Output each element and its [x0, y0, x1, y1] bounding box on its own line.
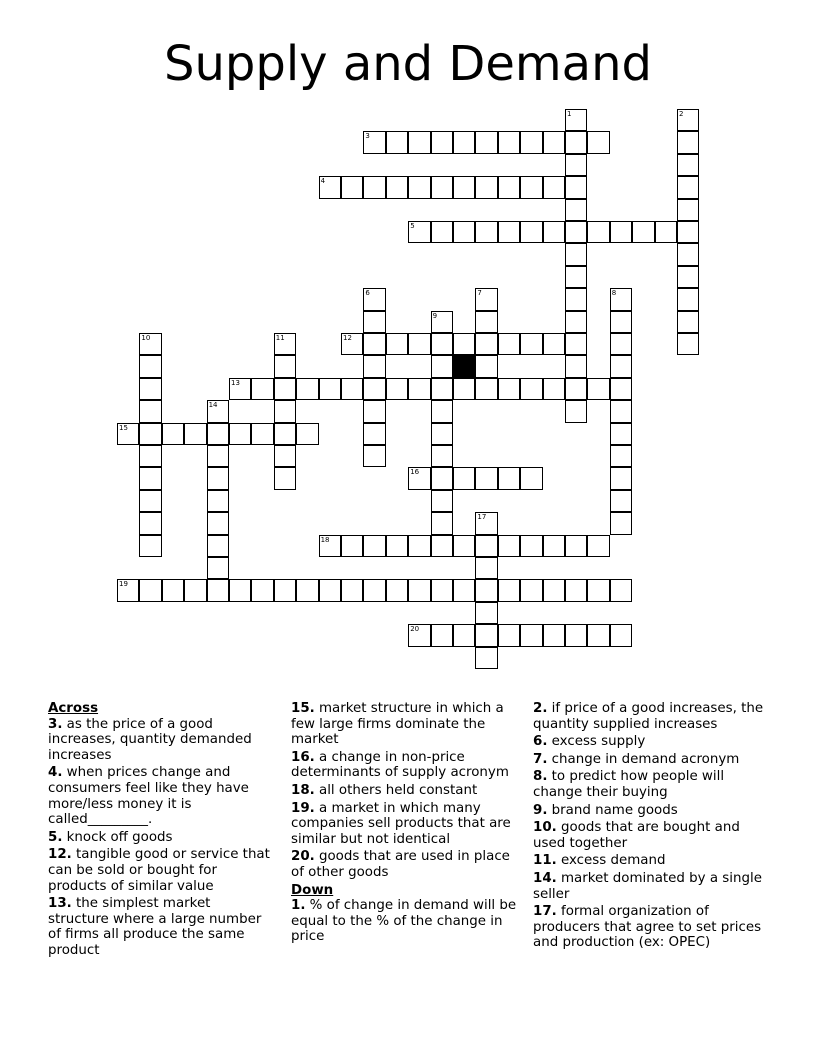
clue-text: change in demand acronym: [547, 751, 740, 767]
crossword-cell[interactable]: [386, 131, 408, 153]
crossword-cell[interactable]: [319, 176, 341, 198]
crossword-cell[interactable]: [475, 176, 497, 198]
crossword-cell[interactable]: [565, 243, 587, 265]
clue-number: 11.: [533, 853, 557, 869]
crossword-cell[interactable]: [363, 355, 385, 377]
crossword-cell[interactable]: [543, 131, 565, 153]
crossword-cell[interactable]: [610, 311, 632, 333]
crossword-cell[interactable]: [565, 311, 587, 333]
crossword-cell[interactable]: [296, 378, 318, 400]
clue-number: 4.: [48, 765, 63, 781]
crossword-cell[interactable]: [565, 355, 587, 377]
cell-number: 19: [119, 580, 128, 589]
cell-number: 17: [477, 513, 487, 522]
crossword-cell[interactable]: [274, 423, 296, 445]
crossword-cell[interactable]: [565, 199, 587, 221]
across-heading: Across: [48, 701, 99, 716]
crossword-cell[interactable]: [543, 624, 565, 646]
clue-text: brand name goods: [547, 802, 678, 818]
clue-number: 6.: [533, 734, 548, 750]
crossword-cell[interactable]: [453, 221, 475, 243]
clue-number: 2.: [533, 701, 548, 716]
crossword-cell[interactable]: [139, 512, 161, 534]
clue-text: goods that are used in place of other goods: [291, 849, 510, 880]
crossword-cell[interactable]: [498, 333, 520, 355]
crossword-cell[interactable]: [139, 445, 161, 467]
crossword-cell[interactable]: [610, 400, 632, 422]
down-clue-list: [291, 898, 521, 945]
crossword-cell[interactable]: [543, 579, 565, 601]
crossword-cell[interactable]: [363, 288, 385, 310]
crossword-cell[interactable]: [520, 624, 542, 646]
crossword-cell[interactable]: [207, 423, 229, 445]
crossword-cell[interactable]: [520, 221, 542, 243]
crossword-cell[interactable]: [475, 333, 497, 355]
cell-number: 15: [119, 423, 128, 432]
clue-number: 8.: [533, 769, 548, 785]
crossword-cell[interactable]: [475, 467, 497, 489]
crossword-cell[interactable]: [453, 131, 475, 153]
crossword-cell[interactable]: [139, 423, 161, 445]
crossword-cell[interactable]: [363, 333, 385, 355]
clue-number: 20.: [291, 849, 315, 865]
crossword-cell[interactable]: [565, 176, 587, 198]
crossword-cell[interactable]: [431, 423, 453, 445]
crossword-cell[interactable]: [610, 490, 632, 512]
crossword-cell[interactable]: [139, 579, 161, 601]
clue: [48, 830, 273, 846]
cell-number: 16: [410, 468, 420, 477]
clue: [48, 847, 273, 894]
crossword-cell[interactable]: [587, 535, 609, 557]
crossword-cell[interactable]: [408, 333, 430, 355]
crossword-cell[interactable]: [475, 557, 497, 579]
crossword-cell[interactable]: [453, 378, 475, 400]
crossword-cell[interactable]: [408, 221, 430, 243]
crossword-cell[interactable]: [610, 579, 632, 601]
crossword-cell[interactable]: [677, 176, 699, 198]
clue-number: 17.: [533, 904, 557, 920]
crossword-cell[interactable]: [207, 467, 229, 489]
crossword-cell[interactable]: [207, 490, 229, 512]
crossword-cell[interactable]: [677, 266, 699, 288]
crossword-cell[interactable]: [229, 579, 251, 601]
crossword-cell[interactable]: [386, 333, 408, 355]
crossword-cell[interactable]: [207, 445, 229, 467]
crossword-cell[interactable]: [296, 579, 318, 601]
clue-number: 14.: [533, 870, 557, 886]
crossword-cell[interactable]: [319, 535, 341, 557]
clue-text: a market in which many companies sell products that are similar but not identical: [291, 800, 511, 847]
clue-text: when prices change and consumers feel like they have more/less money it is called_________.: [48, 765, 249, 828]
crossword-cell[interactable]: [139, 490, 161, 512]
crossword-cell[interactable]: [363, 445, 385, 467]
crossword-cell[interactable]: [162, 579, 184, 601]
crossword-cell[interactable]: [139, 333, 161, 355]
crossword-cell[interactable]: [520, 535, 542, 557]
crossword-cell[interactable]: [610, 333, 632, 355]
cell-number: 7: [477, 289, 482, 298]
crossword-cell[interactable]: [319, 378, 341, 400]
crossword-cell[interactable]: [520, 333, 542, 355]
crossword-cell[interactable]: [610, 445, 632, 467]
clue: [48, 896, 273, 958]
crossword-cell[interactable]: [408, 378, 430, 400]
clue-number: 5.: [48, 829, 63, 845]
clue-text: knock off goods: [62, 829, 173, 845]
crossword-cell[interactable]: [431, 355, 453, 377]
crossword-cell[interactable]: [498, 624, 520, 646]
clue-text: % of change in demand will be equal to the % of the change in price: [291, 898, 517, 945]
crossword-cell[interactable]: [408, 579, 430, 601]
crossword-cell[interactable]: [431, 579, 453, 601]
clue: [291, 801, 521, 848]
crossword-cell[interactable]: [341, 535, 363, 557]
crossword-cell[interactable]: [274, 579, 296, 601]
cell-number: 4: [320, 177, 326, 186]
crossword-cell[interactable]: [565, 378, 587, 400]
crossword-cell[interactable]: [431, 131, 453, 153]
crossword-cell[interactable]: [274, 445, 296, 467]
clue: [533, 820, 769, 851]
crossword-cell[interactable]: [363, 131, 385, 153]
clues-column-3: [533, 701, 769, 953]
clue-text: excess demand: [556, 853, 666, 869]
crossword-cell[interactable]: [431, 467, 453, 489]
black-square: [453, 355, 475, 377]
crossword-cell[interactable]: [274, 333, 296, 355]
crossword-cell[interactable]: [565, 333, 587, 355]
crossword-cell[interactable]: [408, 624, 430, 646]
clue: [533, 734, 769, 750]
down-heading: Down: [291, 882, 334, 898]
crossword-cell[interactable]: [655, 221, 677, 243]
crossword-cell[interactable]: [229, 378, 251, 400]
crossword-cell[interactable]: [453, 535, 475, 557]
clue: [533, 752, 769, 768]
clue: [291, 898, 521, 945]
cell-number: 10: [141, 334, 151, 342]
crossword-cell[interactable]: [251, 579, 273, 601]
crossword-cell[interactable]: [475, 535, 497, 557]
clue: [533, 803, 769, 819]
crossword-cell[interactable]: [520, 176, 542, 198]
clues-column-2: [291, 701, 521, 947]
crossword-cell[interactable]: [610, 624, 632, 646]
clue-number: 13.: [48, 896, 72, 912]
crossword-cell[interactable]: [207, 512, 229, 534]
crossword-cell[interactable]: [117, 423, 139, 445]
crossword-cell[interactable]: [475, 311, 497, 333]
crossword-cell[interactable]: [274, 355, 296, 377]
crossword-cell[interactable]: [431, 624, 453, 646]
crossword-cell[interactable]: [565, 154, 587, 176]
cell-number: 5: [410, 222, 415, 230]
cell-number: 14: [208, 401, 218, 410]
crossword-cell[interactable]: [587, 378, 609, 400]
crossword-cell[interactable]: [632, 221, 654, 243]
crossword-cell[interactable]: [677, 333, 699, 355]
cell-number: 8: [611, 289, 617, 298]
clue-number: 12.: [48, 847, 72, 863]
cell-number: 11: [275, 334, 285, 342]
crossword-cell[interactable]: [610, 378, 632, 400]
crossword-cell[interactable]: [565, 266, 587, 288]
crossword-cell[interactable]: [453, 579, 475, 601]
clue-text: formal organization of producers that agree to set prices and production (ex: OPEC): [533, 904, 762, 951]
crossword-cell[interactable]: [543, 176, 565, 198]
crossword-cell[interactable]: [207, 400, 229, 422]
crossword-cell[interactable]: [274, 467, 296, 489]
crossword-cell[interactable]: [475, 624, 497, 646]
clue-number: 3.: [48, 716, 63, 732]
clue-text: if price of a good increases, the quantity supplied increases: [533, 701, 764, 732]
crossword-cell[interactable]: [475, 602, 497, 624]
clue-text: market structure in which a few large firms dominate the market: [291, 701, 504, 748]
crossword-cell[interactable]: [677, 154, 699, 176]
crossword-cell[interactable]: [475, 288, 497, 310]
crossword-cell[interactable]: [431, 400, 453, 422]
crossword-cell[interactable]: [543, 535, 565, 557]
crossword-cell[interactable]: [475, 647, 497, 669]
clues-column-1: [48, 701, 273, 961]
crossword-cell[interactable]: [363, 579, 385, 601]
crossword-cell[interactable]: [431, 378, 453, 400]
crossword-cell[interactable]: [610, 423, 632, 445]
crossword-cell[interactable]: [207, 535, 229, 557]
clue: [291, 783, 521, 799]
crossword-cell[interactable]: [431, 512, 453, 534]
clue-number: 15.: [291, 701, 315, 716]
crossword-cell[interactable]: [431, 311, 453, 333]
crossword-cell[interactable]: [184, 423, 206, 445]
crossword-cell[interactable]: [363, 423, 385, 445]
crossword-cell[interactable]: [431, 535, 453, 557]
crossword-cell[interactable]: [565, 400, 587, 422]
cell-number: 9: [432, 311, 438, 320]
down-clue-list-continued: [533, 701, 769, 951]
crossword-cell[interactable]: [498, 579, 520, 601]
crossword-cell[interactable]: [498, 131, 520, 153]
crossword-cell[interactable]: [475, 378, 497, 400]
crossword-cell[interactable]: [453, 333, 475, 355]
crossword-cell[interactable]: [677, 221, 699, 243]
crossword-cell[interactable]: [363, 176, 385, 198]
cell-number: 12: [343, 334, 352, 342]
crossword-cell[interactable]: [408, 467, 430, 489]
crossword-cell[interactable]: [274, 378, 296, 400]
crossword-cell[interactable]: [117, 579, 139, 601]
clue-number: 1.: [291, 898, 306, 914]
crossword-cell[interactable]: [139, 400, 161, 422]
crossword-cell[interactable]: [408, 131, 430, 153]
crossword-cell[interactable]: [543, 378, 565, 400]
crossword-cell[interactable]: [498, 467, 520, 489]
crossword-cell[interactable]: [251, 378, 273, 400]
crossword-cell[interactable]: [677, 311, 699, 333]
crossword-cell[interactable]: [475, 131, 497, 153]
crossword-cell[interactable]: [296, 423, 318, 445]
crossword-cell[interactable]: [543, 221, 565, 243]
clue: [291, 750, 521, 781]
crossword-cell[interactable]: [431, 490, 453, 512]
crossword-cell[interactable]: [498, 176, 520, 198]
crossword-cell[interactable]: [520, 467, 542, 489]
clue: [291, 701, 521, 748]
crossword-cell[interactable]: [431, 445, 453, 467]
crossword-cell[interactable]: [475, 579, 497, 601]
crossword-cell[interactable]: [565, 535, 587, 557]
crossword-cell[interactable]: [229, 423, 251, 445]
crossword-cell[interactable]: [341, 378, 363, 400]
crossword-cell[interactable]: [498, 221, 520, 243]
crossword-cell[interactable]: [565, 579, 587, 601]
crossword-cell[interactable]: [475, 355, 497, 377]
crossword-cell[interactable]: [431, 333, 453, 355]
clue: [533, 853, 769, 869]
crossword-cell[interactable]: [162, 423, 184, 445]
crossword-cell[interactable]: [610, 288, 632, 310]
clue-text: goods that are bought and used together: [533, 820, 740, 851]
clue-text: a change in non-price determinants of supply acronym: [291, 749, 509, 781]
crossword-cell[interactable]: [207, 557, 229, 579]
clue-number: 16.: [291, 749, 315, 765]
crossword-cell[interactable]: [520, 579, 542, 601]
crossword-cell[interactable]: [587, 131, 609, 153]
clue-text: to predict how people will change their buying: [533, 769, 725, 800]
crossword-cell[interactable]: [363, 400, 385, 422]
cell-number: 18: [320, 535, 330, 544]
crossword-cell[interactable]: [363, 311, 385, 333]
crossword-cell[interactable]: [139, 467, 161, 489]
crossword-cell[interactable]: [520, 378, 542, 400]
page-title: Supply and Demand: [164, 36, 652, 92]
crossword-cell[interactable]: [520, 131, 542, 153]
clue-number: 10.: [533, 820, 557, 836]
crossword-cell[interactable]: [565, 288, 587, 310]
crossword-cell[interactable]: [453, 467, 475, 489]
crossword-cell[interactable]: [587, 579, 609, 601]
across-clue-list: [48, 717, 273, 959]
clue: [533, 871, 769, 902]
crossword-cell[interactable]: [431, 221, 453, 243]
crossword-cell[interactable]: [341, 176, 363, 198]
clue-text: all others held constant: [314, 782, 478, 798]
crossword-cell[interactable]: [565, 624, 587, 646]
crossword-cell[interactable]: [475, 512, 497, 534]
crossword-cell[interactable]: [431, 176, 453, 198]
clue-text: tangible good or service that can be sold or bought for products of similar value: [48, 847, 270, 894]
crossword-cell[interactable]: [610, 467, 632, 489]
clue-number: 19.: [291, 800, 315, 816]
clue-number: 9.: [533, 802, 548, 818]
crossword-cell[interactable]: [363, 535, 385, 557]
crossword-cell[interactable]: [139, 535, 161, 557]
crossword-cell[interactable]: [498, 535, 520, 557]
clue-text: the simplest market structure where a large number of firms all produce the same product: [48, 896, 262, 958]
clue: [533, 701, 769, 732]
cell-number: 13: [231, 378, 240, 387]
crossword-cell[interactable]: [251, 423, 273, 445]
crossword-cell[interactable]: [453, 624, 475, 646]
crossword-cell[interactable]: [587, 624, 609, 646]
crossword-cell[interactable]: [184, 579, 206, 601]
crossword-cell[interactable]: [386, 176, 408, 198]
crossword-cell[interactable]: [565, 109, 587, 131]
crossword-cell[interactable]: [319, 579, 341, 601]
crossword-cell[interactable]: [565, 221, 587, 243]
clue-text: market dominated by a single seller: [533, 870, 762, 902]
crossword-cell[interactable]: [341, 333, 363, 355]
clue-text: excess supply: [547, 734, 646, 750]
crossword-cell[interactable]: [408, 176, 430, 198]
clue: [533, 769, 769, 800]
cell-number: 20: [410, 625, 420, 634]
crossword-cell[interactable]: [677, 288, 699, 310]
crossword-cell[interactable]: [363, 378, 385, 400]
crossword-cell[interactable]: [610, 512, 632, 534]
cell-number: 6: [365, 289, 370, 298]
cell-number: 1: [567, 110, 572, 118]
crossword-cell[interactable]: [453, 176, 475, 198]
crossword-cell[interactable]: [475, 221, 497, 243]
clue-number: 7.: [533, 751, 548, 767]
clue-text: as the price of a good increases, quantity demanded increases: [48, 716, 252, 763]
clue: [48, 765, 273, 827]
crossword-cell[interactable]: [386, 579, 408, 601]
crossword-cell[interactable]: [677, 199, 699, 221]
crossword-cell[interactable]: [610, 221, 632, 243]
clue: [533, 904, 769, 951]
cell-number: 3: [365, 132, 370, 141]
across-clue-list-continued: [291, 701, 521, 881]
crossword-cell[interactable]: [207, 579, 229, 601]
clue: [291, 849, 521, 880]
clue-number: 18.: [291, 782, 315, 798]
crossword-cell[interactable]: [677, 109, 699, 131]
crossword-cell[interactable]: [587, 221, 609, 243]
crossword-cell[interactable]: [274, 400, 296, 422]
crossword-cell[interactable]: [565, 131, 587, 153]
crossword-cell[interactable]: [677, 243, 699, 265]
crossword-cell[interactable]: [139, 355, 161, 377]
cell-number: 2: [679, 110, 684, 118]
crossword-cell[interactable]: [543, 333, 565, 355]
clue: [48, 717, 273, 764]
crossword-cell[interactable]: [341, 579, 363, 601]
crossword-cell[interactable]: [610, 355, 632, 377]
crossword-cell[interactable]: [386, 378, 408, 400]
crossword-cell[interactable]: [139, 378, 161, 400]
crossword-cell[interactable]: [498, 378, 520, 400]
crossword-cell[interactable]: [386, 535, 408, 557]
crossword-cell[interactable]: [408, 535, 430, 557]
crossword-cell[interactable]: [677, 131, 699, 153]
